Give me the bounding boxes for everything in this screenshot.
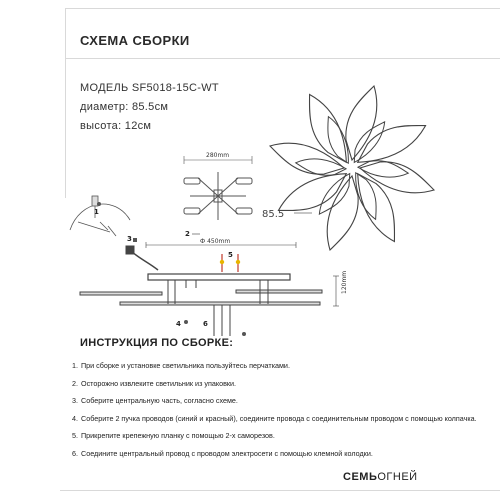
spec-diameter: диаметр: 85.5см	[80, 101, 169, 113]
instructions-list	[72, 360, 492, 466]
svg-text:2: 2	[185, 230, 190, 238]
flower-lamp-top-view	[270, 86, 434, 250]
spec-height: высота: 12см	[80, 120, 152, 132]
callout-2	[185, 230, 200, 238]
svg-text:5: 5	[228, 251, 233, 259]
spec-model: МОДЕЛЬ SF5018-15C-WT	[80, 82, 219, 94]
dim-height-label: 120mm	[341, 270, 348, 294]
brand-part-2: ОГНЕЙ	[377, 471, 418, 483]
svg-text:6: 6	[203, 320, 208, 328]
instruction-step: 2. Осторожно извлеките светильник из упаковки.	[72, 378, 237, 388]
callout-4	[176, 320, 188, 328]
instruction-step: 6. Соедините центральный провод с проводом электросети с помощью клемной колодки.	[72, 448, 373, 458]
dim-top-label: 280mm	[206, 152, 230, 159]
svg-text:3: 3	[127, 235, 132, 243]
instruction-step: 4. Соберите 2 пучка проводов (синий и красный), соедините провода с соединительным проводом с помощью колпачка.	[72, 413, 477, 423]
instruction-step: 3. Соберите центральную часть, согласно схеме.	[72, 396, 238, 406]
callout-3	[127, 235, 137, 243]
bottom-frame-line	[60, 490, 500, 491]
dim-width-label: Ф 450mm	[200, 238, 231, 245]
brand-logo	[343, 471, 418, 483]
wiring-detail	[70, 196, 130, 236]
svg-text:1: 1	[94, 208, 99, 216]
flower-dimension: 85.5	[262, 209, 285, 220]
page-title: СХЕМА СБОРКИ	[80, 33, 190, 48]
side-view	[80, 242, 339, 336]
callout-6	[203, 320, 246, 336]
brand-part-1: СЕМЬ	[343, 471, 378, 483]
svg-text:4: 4	[176, 320, 181, 328]
instruction-step: 1. При сборке и установке светильника пользуйтесь перчатками.	[72, 361, 290, 370]
instruction-step: 5. Прикрепите крепежную планку с помощью 2-х саморезов.	[72, 431, 275, 441]
callout-5	[228, 251, 233, 259]
instructions-title: ИНСТРУКЦИЯ ПО СБОРКЕ:	[80, 337, 234, 349]
central-frame	[184, 156, 252, 220]
